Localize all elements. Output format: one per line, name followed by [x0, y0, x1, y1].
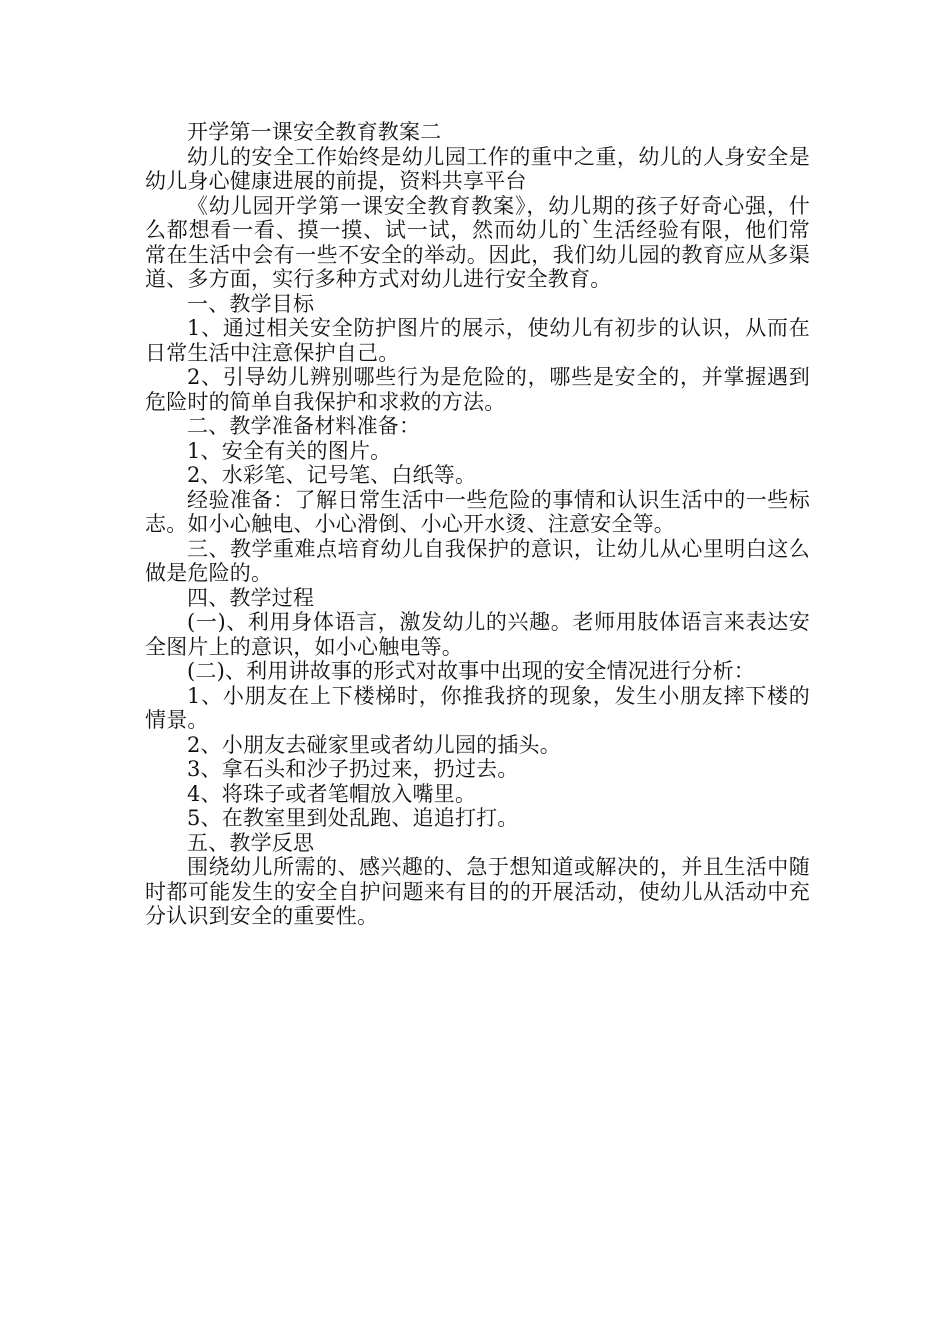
story-item-4: 4、将珠子或者笔帽放入嘴里。: [187, 781, 477, 806]
story-item-5: 5、在教室里到处乱跑、追追打打。: [187, 806, 519, 830]
goal-item-1: 1、通过相关安全防护图片的展示，使幼儿有初步的认识，从而在日常生活中注意保护自己。: [145, 316, 810, 365]
section-heading-goals: 一、教学目标: [187, 291, 315, 316]
experience-preparation: 经验准备：了解日常生活中一些危险的事情和认识生活中的一些标志。如小心触电、小心滑倒、小心开水烫、注意安全等。: [145, 487, 810, 536]
story-item-1: 1、小朋友在上下楼梯时，你推我挤的现象，发生小朋友摔下楼的情景。: [145, 683, 810, 732]
section-heading-reflection: 五、教学反思: [187, 830, 315, 855]
story-item-3: 3、拿石头和沙子扔过来，扔过去。: [187, 757, 519, 781]
preparation-item-2: 2、水彩笔、记号笔、白纸等。: [187, 463, 477, 487]
section-heading-preparation: 二、教学准备材料准备：: [187, 414, 421, 438]
process-step-1: (一)、利用身体语言，激发幼儿的兴趣。老师用肢体语言来表达安全图片上的意识，如小心触电等。: [145, 610, 810, 659]
intro-paragraph: 幼儿的安全工作始终是幼儿园工作的重中之重，幼儿的人身安全是幼儿身心健康进展的前提，资料共享平台: [145, 144, 810, 193]
process-step-2: (二)、利用讲故事的形式对故事中出现的安全情况进行分析：: [187, 659, 755, 683]
preparation-item-1: 1、安全有关的图片。: [187, 438, 392, 463]
story-item-2: 2、小朋友去碰家里或者幼儿园的插头。: [187, 732, 561, 757]
section-heading-process: 四、教学过程: [187, 585, 315, 610]
reflection-paragraph: 围绕幼儿所需的、感兴趣的、急于想知道或解决的，并且生活中随时都可能发生的安全自护问题来有目的的开展活动，使幼儿从活动中充分认识到安全的重要性。: [145, 855, 810, 928]
document-title: 开学第一课安全教育教案二: [187, 120, 442, 144]
intro-paragraph-continued: 《幼儿园开学第一课安全教育教案》，幼儿期的孩子好奇心强，什么都想看一看、摸一摸、试一试，然而幼儿的`生活经验有限，他们常常在生活中会有一些不安全的举动。因此，我们幼儿园的教育应从多渠道、多方面，实行多种方式对幼儿进行安全教育。: [145, 193, 810, 291]
goal-item-2: 2、引导幼儿辨别哪些行为是危险的，哪些是安全的，并掌握遇到危险时的简单自我保护和求救的方法。: [145, 365, 810, 414]
section-heading-key-points: 三、教学重难点培育幼儿自我保护的意识，让幼儿从心里明白这么做是危险的。: [145, 536, 810, 585]
document-body: [145, 120, 810, 929]
